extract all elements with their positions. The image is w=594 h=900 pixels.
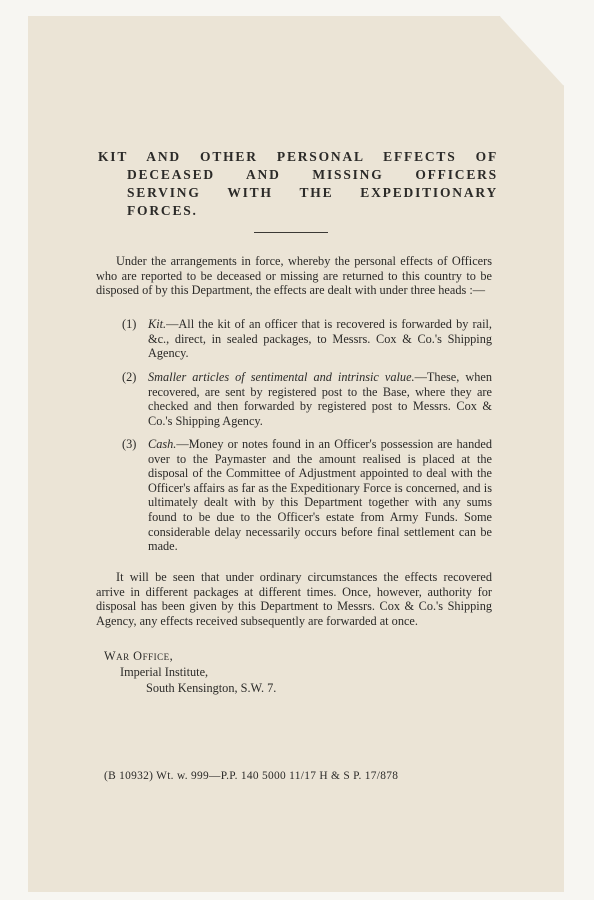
heading-line: DECEASED AND MISSING OFFICERS [127,167,498,182]
item-text: —These, when recovered, are sent by registered post to the Base, where they are checked and then forwarded by registered post to Messrs. Cox & Co.'s Shipping Agency. [148,370,492,428]
list-item-cash [122,437,492,554]
item-title: Kit. [148,317,167,331]
list-item-kit [122,317,492,361]
document-heading [98,148,498,220]
heading-divider [254,232,328,233]
list-item-smaller-articles [122,370,492,428]
heading-line: SERVING WITH THE EXPEDITIONARY [127,185,498,200]
item-title: Cash. [148,437,177,451]
heading-line: FORCES. [127,203,198,218]
address-line-institute: Imperial Institute, [120,665,209,679]
closing-paragraph: It will be seen that under ordinary circumstances the effects recovered arrive in different packages at different times. Once, however, authority for disposal has been given by this Department to Messrs. Cox & Co.'s Shipping Agency, any effects received subsequently are forwarded at once. [96,570,492,628]
address-line-location: South Kensington, S.W. 7. [146,681,277,695]
item-number: (2) [122,370,137,384]
item-number: (3) [122,437,137,451]
item-text: —Money or notes found in an Officer's possession are handed over to the Paymaster and the amount realised is placed at the disposal of the Committee of Adjustment appointed to deal with the Officer's affairs as far as the Expeditionary Force is concerned, and is ultimately dealt with by this Department together with any sums found to be due to the Officer's estate from Army Funds. Some considerable delay necessarily occurs before final settlement can be made. [148,437,492,554]
item-text: —All the kit of an officer that is recovered is forwarded by rail, &c., direct, in sealed packages, to Messrs. Cox & Co.'s Shipping Agency. [148,317,492,361]
heading-line: KIT AND OTHER PERSONAL EFFECTS OF [98,149,498,164]
item-number: (1) [122,317,137,331]
print-reference-footer: (B 10932) Wt. w. 999—P.P. 140 5000 11/17 H & S P. 17/878 [104,770,399,782]
intro-paragraph: Under the arrangements in force, whereby the personal effects of Officers who are reported to be deceased or missing are returned to this country to be disposed of by this Department, the effects are dealt with under three heads :— [96,254,492,298]
address-line-office: War Office, [104,649,174,663]
item-title: Smaller articles of sentimental and intrinsic value. [148,370,415,384]
